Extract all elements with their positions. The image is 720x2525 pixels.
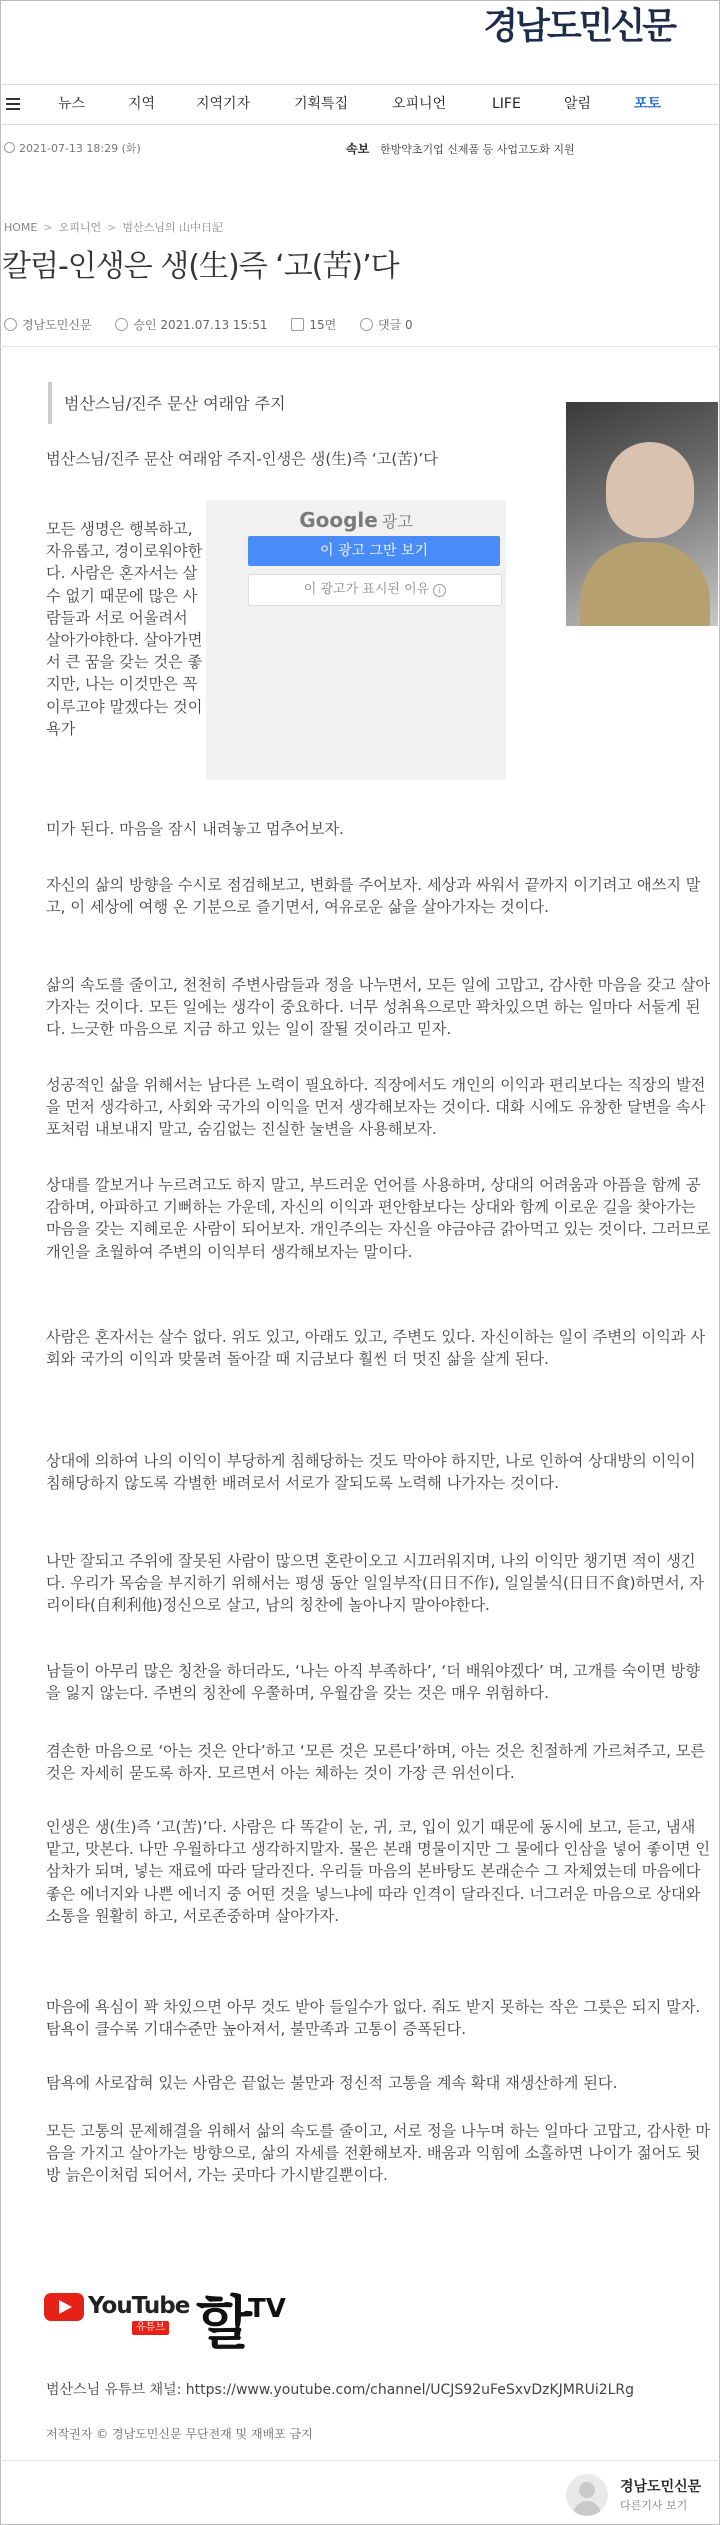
- clock-icon: [115, 318, 128, 331]
- nav-item-opinion[interactable]: 오피니언: [392, 96, 447, 112]
- stop-ad-button[interactable]: 이 광고 그만 보기: [248, 536, 500, 566]
- article-paragraph: 남들이 아무리 많은 칭찬을 하더라도, ‘나는 아직 부족하다’, ‘더 배워야겠다’ 며, 고개를 숙이면 방향을 잃지 않는다. 주변의 칭찬에 우쭐하며, 우월감을 갖는 것은 매우 위험하다.: [46, 1662, 701, 1703]
- nav-bottom-divider: [0, 124, 720, 125]
- nav-item-local-reporter[interactable]: 지역기자: [196, 96, 251, 112]
- menu-icon[interactable]: [6, 98, 20, 110]
- nav-item-news[interactable]: 뉴스: [58, 96, 86, 112]
- info-icon: i: [433, 584, 446, 597]
- author-name: 경남도민신문: [620, 2479, 702, 2495]
- article-paragraph-float: 모든 생명은 행복하고, 자유롭고, 경이로워야한다. 사람은 혼자서는 살 수 없기 때문에 많은 사람들과 서로 어울려서 살아가야한다. 살아가면서 큰 꿈을 갖는 것은 좋지만, 나는 이것만은 꼭 이루고야 말겠다는 것이 욕가: [46, 520, 203, 738]
- article-paragraph-float-tail: 미가 된다. 마음을 잠시 내려놓고 멈추어보자.: [46, 820, 344, 838]
- nav-item-region[interactable]: 지역: [128, 96, 156, 112]
- breadcrumb-opinion[interactable]: 오피니언: [58, 221, 102, 234]
- article-paragraph: 탐욕에 사로잡혀 있는 사람은 끝없는 불만과 정신적 고통을 계속 확대 재생산하게 된다.: [46, 2074, 618, 2092]
- subtitle-bar: [48, 382, 52, 424]
- article-intro: 범산스님/진주 문산 여래암 주지-인생은 생(生)즉 ‘고(苦)’다: [46, 450, 438, 468]
- breaking-news-link[interactable]: 한방약초기업 신제품 등 사업고도화 지원: [380, 143, 575, 156]
- page-icon: [291, 318, 304, 331]
- current-date: 2021-07-13 18:29 (화): [4, 141, 141, 157]
- article-paragraph: 자신의 삶의 방향을 수시로 점검해보고, 변화를 주어보자. 세상과 싸워서 끝까지 이기려고 애쓰지 말고, 이 세상에 여행 온 기분으로 즐기면서, 여유로운 삶을 살아가자는 것이다.: [46, 876, 701, 917]
- article-paragraph: 사람은 혼자서는 살수 없다. 위도 있고, 아래도 있고, 주변도 있다. 자신이하는 일이 주변의 이익과 사회와 국가의 이익과 맞물려 돌아갈 때 지금보다 훨씬 더 멋진 삶을 살게 된다.: [46, 1328, 706, 1369]
- more-articles-link[interactable]: 다른기사 보기: [620, 2499, 688, 2512]
- why-ad-button[interactable]: 이 광고가 표시된 이유 i: [248, 574, 502, 606]
- article-date: 승인 2021.07.13 15:51: [133, 318, 268, 332]
- avatar: [566, 2474, 608, 2516]
- article-paragraph: 마음에 욕심이 꽉 차있으면 아무 것도 받아 들일수가 없다. 줘도 받지 못하는 작은 그릇은 되지 말자. 탐욕이 클수록 기대수준만 높아져서, 불만족과 고통이 증폭된다.: [46, 1998, 701, 2039]
- comment-count[interactable]: 댓글 0: [378, 318, 413, 332]
- nav-item-notice[interactable]: 알림: [564, 96, 592, 112]
- breaking-label: 속보: [346, 142, 370, 156]
- footer-divider: [0, 2460, 720, 2461]
- user-icon: [4, 318, 17, 331]
- breadcrumb-home[interactable]: HOME: [4, 221, 38, 234]
- hal-tv-logo: 할 TV: [196, 2289, 286, 2357]
- article-title: 칼럼-인생은 생(生)즉 ‘고(苦)’다: [2, 249, 399, 284]
- comment-icon: [360, 318, 373, 331]
- article-paragraph: 인생은 생(生)즉 ‘고(苦)’다. 사람은 다 똑같이 눈, 귀, 코, 입이 있기 때문에 동시에 보고, 듣고, 냄새 맡고, 맛본다. 나만 우월하다고 생각하지말자. 물은 본래 명물이지만 그 물에다 인삼을 넣어 좋이면 인삼차가 되며, 넣는 재료에 따라 달라진다. 우리들 마음의 본바탕도 본래순수 그 자체였는데 마음에다 좋은 에너지와 나쁜 에너지 중 어떤 것을 넣느냐에 따라 인격이 달라진다. 너그러운 마음으로 상대와 소통을 원활히 하고, 서로존중하며 살아가자.: [46, 1818, 711, 1925]
- ad-block: [206, 500, 506, 780]
- article-author: 경남도민신문: [22, 318, 92, 332]
- article-meta: [4, 316, 433, 334]
- google-ad-label: Google 광고: [299, 508, 413, 532]
- youtube-logo: YouTube 유튜브: [44, 2287, 174, 2335]
- nav-item-photo[interactable]: 포토: [634, 96, 662, 112]
- youtube-channel-link[interactable]: 범산스님 유튜브 채널: https://www.youtube.com/channel/UCJS92uFeSxvDzKJMRUi2LRg: [46, 2382, 635, 2398]
- meta-divider: [0, 346, 720, 347]
- article-page: 15면: [309, 318, 337, 332]
- nav-item-life[interactable]: LIFE: [492, 96, 521, 112]
- article-paragraph: 겸손한 마음으로 ‘아는 것은 안다’하고 ‘모른 것은 모른다’하며, 아는 것은 친절하게 가르쳐주고, 모른 것은 자세히 묻도록 하자. 모르면서 아는 체하는 것이 가장 큰 위선이다.: [46, 1742, 706, 1783]
- clock-icon: [4, 142, 15, 153]
- article-paragraph: 성공적인 삶을 위해서는 남다른 노력이 필요하다. 직장에서도 개인의 이익과 편리보다는 직장의 발전을 먼저 생각하고, 사회와 국가의 이익을 먼저 생각해보자는 것이다. 대화 시에도 유창한 달변을 속사포처럼 내보내지 말고, 숨김없는 진실한 눌변을 사용해보자.: [46, 1076, 706, 1139]
- author-photo: [566, 402, 718, 626]
- article-paragraph: 나만 잘되고 주위에 잘못된 사람이 많으면 혼란이오고 시끄러워지며, 나의 이익만 챙기면 적이 생긴다. 우리가 목숨을 부지하기 위해서는 평생 동안 일일부작(日日不作), 일일불식(日日不食)하면서, 자리이타(自利利他)정신으로 살고, 남의 칭찬에 놀아나지 말아야한다.: [46, 1552, 704, 1615]
- article-paragraph: 상대를 깔보거나 누르려고도 하지 말고, 부드러운 언어를 사용하며, 상대의 어려움과 아픔을 함께 공감하며, 아파하고 기뻐하는 가운데, 자신의 이익과 편안함보다는 상대와 함께 이로운 길을 찾아가는 마음을 갖는 지혜로운 사람이 되어보자. 개인주의는 자신을 야금야금 갉아먹고 있는 것이다. 그러므로 개인을 초월하여 주변의 이익부터 생각해보자는 말이다.: [46, 1176, 711, 1261]
- breadcrumb-section[interactable]: 범산스님의 山中日記: [122, 221, 223, 234]
- article-paragraph: 모든 고통의 문제해결을 위해서 삶의 속도를 줄이고, 서로 정을 나누며 하는 일마다 고맙고, 감사한 마음을 가지고 살아가는 방향으로, 삶의 자세를 전환해보자. 배움과 익힘에 소홀하면 나이가 젊어도 뒷방 늙은이처럼 되어서, 가는 곳마다 가시밭길뿐이다.: [46, 2122, 711, 2185]
- copyright-notice: 저작권자 © 경남도민신문 무단전재 및 재배포 금지: [46, 2427, 313, 2441]
- site-logo[interactable]: 경남도민신문: [483, 6, 674, 47]
- youtube-play-icon: [44, 2293, 84, 2321]
- article-paragraph: 상대에 의하여 나의 이익이 부당하게 침해당하는 것도 막아야 하지만, 나로 인하여 상대방의 이익이 침해당하지 않도록 각별한 배려로서 서로가 잘되도록 노력해 나가자는 것이다.: [46, 1452, 696, 1493]
- nav-top-divider: [0, 84, 720, 85]
- breadcrumb: HOME > 오피니언 > 범산스님의 山中日記: [4, 221, 223, 234]
- article-subtitle: 범산스님/진주 문산 여래암 주지: [64, 394, 286, 413]
- article-paragraph: 삶의 속도를 줄이고, 천천히 주변사람들과 정을 나누면서, 모든 일에 고맙고, 감사한 마음을 갖고 살아가자는 것이다. 모든 일에는 생각이 중요하다. 너무 성취욕으로만 꽉차있으면 하는 일마다 서둘게 된다. 느긋한 마음으로 지금 하고 있는 일이 잘될 것이라고 믿자.: [46, 976, 711, 1039]
- nav-item-special[interactable]: 기획특집: [294, 96, 349, 112]
